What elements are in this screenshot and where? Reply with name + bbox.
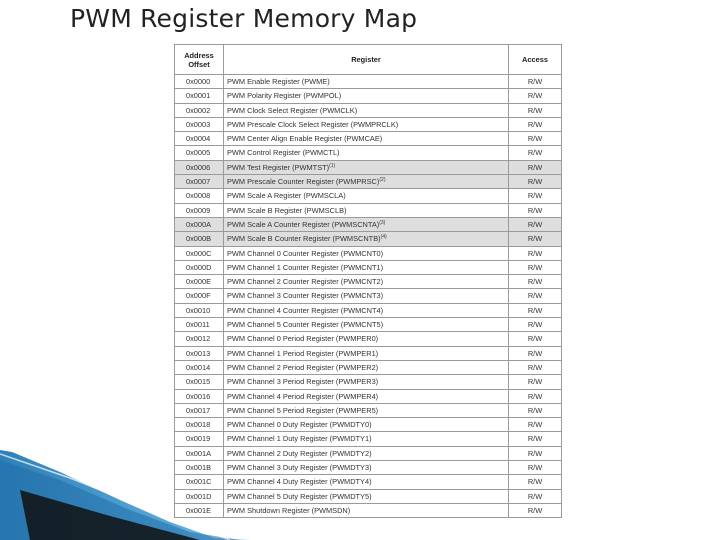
access-cell: R/W — [509, 332, 562, 346]
table-row — [175, 418, 562, 432]
register-cell — [224, 432, 509, 446]
register-name: PWM Channel 1 Duty Register (PWMDTY1) — [227, 434, 372, 444]
register-name: PWM Channel 4 Counter Register (PWMCNT4) — [227, 305, 384, 315]
register-name: PWM Prescale Clock Select Register (PWMPRCLK) — [227, 119, 399, 129]
address-offset-cell: 0x0012 — [175, 332, 224, 346]
register-cell — [224, 217, 509, 231]
register-cell — [224, 289, 509, 303]
access-cell: R/W — [509, 275, 562, 289]
register-cell — [224, 489, 509, 503]
table-row — [175, 461, 562, 475]
register-name: PWM Shutdown Register (PWMSDN) — [227, 505, 351, 515]
access-cell: R/W — [509, 503, 562, 517]
address-offset-cell: 0x0001 — [175, 89, 224, 103]
address-offset-cell: 0x0000 — [175, 75, 224, 89]
register-name: PWM Channel 2 Period Register (PWMPER2) — [227, 362, 379, 372]
table-row — [175, 203, 562, 217]
address-offset-cell: 0x0005 — [175, 146, 224, 160]
address-offset-cell: 0x000D — [175, 260, 224, 274]
register-cell — [224, 75, 509, 89]
table-row — [175, 318, 562, 332]
access-cell: R/W — [509, 117, 562, 131]
table-row — [175, 175, 562, 189]
table-row — [175, 103, 562, 117]
footnote-marker: (3) — [379, 219, 386, 226]
address-offset-cell: 0x0002 — [175, 103, 224, 117]
access-cell: R/W — [509, 103, 562, 117]
access-cell: R/W — [509, 418, 562, 432]
table-row — [175, 446, 562, 460]
register-cell — [224, 275, 509, 289]
access-cell: R/W — [509, 389, 562, 403]
table-row — [175, 360, 562, 374]
register-name: PWM Scale A Counter Register (PWMSCNTA) — [227, 219, 380, 229]
access-cell: R/W — [509, 403, 562, 417]
register-name: PWM Scale B Register (PWMSCLB) — [227, 205, 347, 215]
access-cell: R/W — [509, 289, 562, 303]
table-row — [175, 289, 562, 303]
register-name: PWM Channel 5 Duty Register (PWMDTY5) — [227, 491, 372, 501]
table-row — [175, 217, 562, 231]
access-cell: R/W — [509, 89, 562, 103]
address-offset-cell: 0x000E — [175, 275, 224, 289]
register-name: PWM Prescale Counter Register (PWMPRSC) — [227, 177, 380, 187]
header-address-line1: Address — [184, 50, 214, 60]
access-cell: R/W — [509, 160, 562, 174]
register-cell — [224, 375, 509, 389]
header-address-offset — [175, 45, 224, 75]
address-offset-cell: 0x001D — [175, 489, 224, 503]
access-cell: R/W — [509, 489, 562, 503]
register-name: PWM Channel 1 Period Register (PWMPER1) — [227, 348, 379, 358]
address-offset-cell: 0x0007 — [175, 175, 224, 189]
table-header-row — [175, 45, 562, 75]
register-cell — [224, 503, 509, 517]
address-offset-cell: 0x001B — [175, 461, 224, 475]
address-offset-cell: 0x0003 — [175, 117, 224, 131]
register-cell — [224, 89, 509, 103]
address-offset-cell: 0x0004 — [175, 132, 224, 146]
register-cell — [224, 117, 509, 131]
address-offset-cell: 0x0013 — [175, 346, 224, 360]
table-row — [175, 117, 562, 131]
table-row — [175, 475, 562, 489]
access-cell: R/W — [509, 446, 562, 460]
address-offset-cell: 0x0014 — [175, 360, 224, 374]
table-row — [175, 246, 562, 260]
table-row — [175, 346, 562, 360]
register-name: PWM Channel 5 Counter Register (PWMCNT5) — [227, 320, 384, 330]
access-cell: R/W — [509, 375, 562, 389]
register-name: PWM Channel 1 Counter Register (PWMCNT1) — [227, 262, 384, 272]
register-name: PWM Scale A Register (PWMSCLA) — [227, 191, 346, 201]
register-cell — [224, 446, 509, 460]
access-cell: R/W — [509, 175, 562, 189]
table-row — [175, 75, 562, 89]
address-offset-cell: 0x001C — [175, 475, 224, 489]
register-name: PWM Polarity Register (PWMPOL) — [227, 91, 342, 101]
address-offset-cell: 0x0017 — [175, 403, 224, 417]
address-offset-cell: 0x0010 — [175, 303, 224, 317]
address-offset-cell: 0x000A — [175, 217, 224, 231]
footnote-marker: (2) — [379, 177, 386, 184]
register-name: PWM Channel 3 Period Register (PWMPER3) — [227, 377, 379, 387]
register-name: PWM Clock Select Register (PWMCLK) — [227, 105, 358, 115]
table-row — [175, 189, 562, 203]
register-cell — [224, 103, 509, 117]
access-cell: R/W — [509, 232, 562, 246]
table-row — [175, 275, 562, 289]
table-row — [175, 375, 562, 389]
register-name: PWM Channel 3 Counter Register (PWMCNT3) — [227, 291, 384, 301]
table-row — [175, 132, 562, 146]
address-offset-cell: 0x0015 — [175, 375, 224, 389]
header-register: Register — [224, 45, 509, 75]
address-offset-cell: 0x0019 — [175, 432, 224, 446]
register-name: PWM Center Align Enable Register (PWMCAE) — [227, 134, 383, 144]
address-offset-cell: 0x0018 — [175, 418, 224, 432]
table-row — [175, 389, 562, 403]
access-cell: R/W — [509, 461, 562, 475]
register-cell — [224, 332, 509, 346]
register-cell — [224, 461, 509, 475]
address-offset-cell: 0x0008 — [175, 189, 224, 203]
table-row — [175, 89, 562, 103]
register-cell — [224, 175, 509, 189]
register-name: PWM Channel 5 Period Register (PWMPER5) — [227, 405, 379, 415]
access-cell: R/W — [509, 189, 562, 203]
register-name: PWM Channel 4 Period Register (PWMPER4) — [227, 391, 379, 401]
register-name: PWM Channel 2 Counter Register (PWMCNT2) — [227, 277, 384, 287]
access-cell: R/W — [509, 303, 562, 317]
register-name: PWM Scale B Counter Register (PWMSCNTB) — [227, 234, 381, 244]
register-cell — [224, 475, 509, 489]
access-cell: R/W — [509, 318, 562, 332]
access-cell: R/W — [509, 260, 562, 274]
address-offset-cell: 0x001E — [175, 503, 224, 517]
access-cell: R/W — [509, 146, 562, 160]
access-cell: R/W — [509, 203, 562, 217]
access-cell: R/W — [509, 360, 562, 374]
register-name: PWM Channel 4 Duty Register (PWMDTY4) — [227, 477, 372, 487]
register-cell — [224, 203, 509, 217]
table-row — [175, 503, 562, 517]
register-cell — [224, 360, 509, 374]
table-row — [175, 160, 562, 174]
table-row — [175, 146, 562, 160]
address-offset-cell: 0x000B — [175, 232, 224, 246]
access-cell: R/W — [509, 432, 562, 446]
footnote-marker: (1) — [329, 162, 336, 169]
address-offset-cell: 0x001A — [175, 446, 224, 460]
table-row — [175, 332, 562, 346]
table-row — [175, 489, 562, 503]
register-name: PWM Channel 0 Counter Register (PWMCNT0) — [227, 248, 384, 258]
address-offset-cell: 0x0011 — [175, 318, 224, 332]
register-name: PWM Channel 3 Duty Register (PWMDTY3) — [227, 463, 372, 473]
access-cell: R/W — [509, 75, 562, 89]
access-cell: R/W — [509, 132, 562, 146]
header-address-line2: Offset — [188, 59, 210, 69]
register-name: PWM Channel 0 Period Register (PWMPER0) — [227, 334, 379, 344]
register-name: PWM Control Register (PWMCTL) — [227, 148, 340, 158]
access-cell: R/W — [509, 346, 562, 360]
table-row — [175, 303, 562, 317]
register-cell — [224, 246, 509, 260]
access-cell: R/W — [509, 246, 562, 260]
register-cell — [224, 146, 509, 160]
register-name: PWM Test Register (PWMTST) — [227, 162, 330, 172]
register-cell — [224, 318, 509, 332]
register-cell — [224, 260, 509, 274]
address-offset-cell: 0x0016 — [175, 389, 224, 403]
table-row — [175, 432, 562, 446]
address-offset-cell: 0x000F — [175, 289, 224, 303]
address-offset-cell: 0x000C — [175, 246, 224, 260]
register-cell — [224, 346, 509, 360]
register-cell — [224, 303, 509, 317]
register-cell — [224, 189, 509, 203]
slide-title: PWM Register Memory Map — [70, 4, 418, 33]
table-row — [175, 232, 562, 246]
register-name: PWM Channel 2 Duty Register (PWMDTY2) — [227, 448, 372, 458]
access-cell: R/W — [509, 475, 562, 489]
register-cell — [224, 232, 509, 246]
register-map-table — [174, 44, 561, 518]
register-name: PWM Enable Register (PWME) — [227, 77, 330, 86]
register-cell — [224, 418, 509, 432]
register-cell — [224, 160, 509, 174]
table-row — [175, 403, 562, 417]
register-cell — [224, 389, 509, 403]
header-access: Access — [509, 45, 562, 75]
register-name: PWM Channel 0 Duty Register (PWMDTY0) — [227, 420, 372, 430]
address-offset-cell: 0x0006 — [175, 160, 224, 174]
table-row — [175, 260, 562, 274]
address-offset-cell: 0x0009 — [175, 203, 224, 217]
footnote-marker: (4) — [380, 234, 387, 241]
access-cell: R/W — [509, 217, 562, 231]
register-cell — [224, 403, 509, 417]
register-cell — [224, 132, 509, 146]
